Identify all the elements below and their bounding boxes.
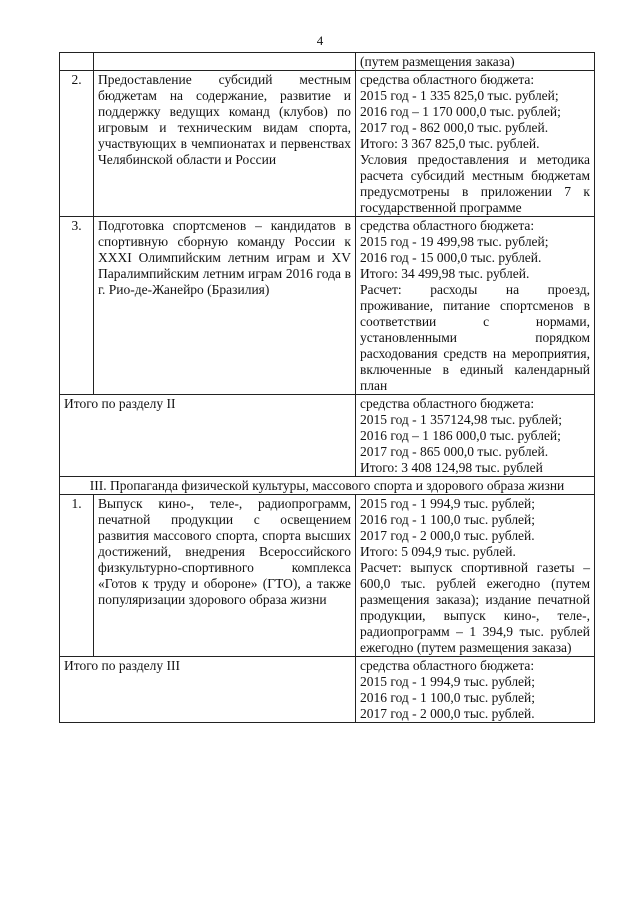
funding-note: Условия предоставления и методика расчета субсидий местным бюджетам предусмотрены в приложении 7 к государственной программе [360,152,590,215]
funding-note: Расчет: расходы на проезд, проживание, питание спортсменов в соответствии с нормами, установленными порядком расходования средств на мероприятия, включенные в единый календарный план [360,282,590,393]
section-total-row [60,395,595,477]
row-number-cell [60,53,94,71]
funding-cell [356,217,595,395]
funding-line: средства областного бюджета: [360,658,535,673]
funding-line: 2016 год - 15 000,0 тыс. рублей. [360,250,542,265]
measure-description: Выпуск кино-, теле-, радиопрограмм, печатной продукции с освещением развития массового спорта, спорта высших достижений, внедрения Всероссийского физкультурно-спортивного комплекса «Готов к труду и обороне» (ГТО), а также популяризации здорового образа жизни [94,495,356,657]
funding-line: 2017 год - 2 000,0 тыс. рублей. [360,528,535,543]
measure-cell [94,53,356,71]
funding-line: 2015 год - 1 994,9 тыс. рублей; [360,674,536,689]
section-title: III. Пропаганда физической культуры, массового спорта и здорового образа жизни [60,477,595,495]
funding-line: средства областного бюджета: [360,72,535,87]
funding-cell [356,395,595,477]
funding-cell [356,657,595,723]
funding-line: 2016 год – 1 170 000,0 тыс. рублей; [360,104,561,119]
funding-line: Итого: 5 094,9 тыс. рублей. [360,544,516,559]
funding-cell [356,495,595,657]
funding-line: Итого: 34 499,98 тыс. рублей. [360,266,530,281]
funding-line: 2017 год - 862 000,0 тыс. рублей. [360,120,549,135]
row-number: 2. [60,71,94,217]
section-total-label: Итого по разделу II [60,395,356,477]
funding-note: Расчет: выпуск спортивной газеты – 600,0 тыс. рублей ежегодно (путем размещения заказа); издание печатной продукции, выпуск кино-, теле-, радиопрограмм – 1 394,9 тыс. рублей ежегодно (путем размещения заказа) [360,560,590,655]
funding-cell [356,53,595,71]
funding-line: 2017 год - 865 000,0 тыс. рублей. [360,444,549,459]
funding-line: 2015 год - 1 335 825,0 тыс. рублей; [360,88,559,103]
program-table [59,52,595,723]
funding-line: 2016 год - 1 100,0 тыс. рублей; [360,690,536,705]
funding-line: (путем размещения заказа) [360,54,515,69]
funding-line: средства областного бюджета: [360,218,535,233]
section-header-row [60,477,595,495]
table-row [60,495,595,657]
funding-line: Итого: 3 408 124,98 тыс. рублей [360,460,543,475]
funding-line: 2017 год - 2 000,0 тыс. рублей. [360,706,535,721]
funding-line: 2016 год – 1 186 000,0 тыс. рублей; [360,428,561,443]
table-row [60,71,595,217]
table-row [60,217,595,395]
measure-description: Предоставление субсидий местным бюджетам на содержание, развитие и поддержку ведущих команд (клубов) по игровым и техническим видам спорта, участвующих в чемпионатах и первенствах Челябинской области и России [94,71,356,217]
row-number: 1. [60,495,94,657]
section-total-label: Итого по разделу III [60,657,356,723]
funding-cell [356,71,595,217]
table-row-continuation [60,53,595,71]
funding-line: 2015 год - 1 994,9 тыс. рублей; [360,496,536,511]
page-number: 4 [316,33,324,48]
measure-description: Подготовка спортсменов – кандидатов в спортивную сборную команду России к XXXI Олимпийским летним играм и XV Паралимпийским летним играм 2016 года в г. Рио-де-Жанейро (Бразилия) [94,217,356,395]
row-number: 3. [60,217,94,395]
funding-line: средства областного бюджета: [360,396,535,411]
funding-line: Итого: 3 367 825,0 тыс. рублей. [360,136,540,151]
funding-line: 2015 год - 1 357124,98 тыс. рублей; [360,412,563,427]
section-total-row [60,657,595,723]
funding-line: 2016 год - 1 100,0 тыс. рублей; [360,512,536,527]
funding-line: 2015 год - 19 499,98 тыс. рублей; [360,234,549,249]
